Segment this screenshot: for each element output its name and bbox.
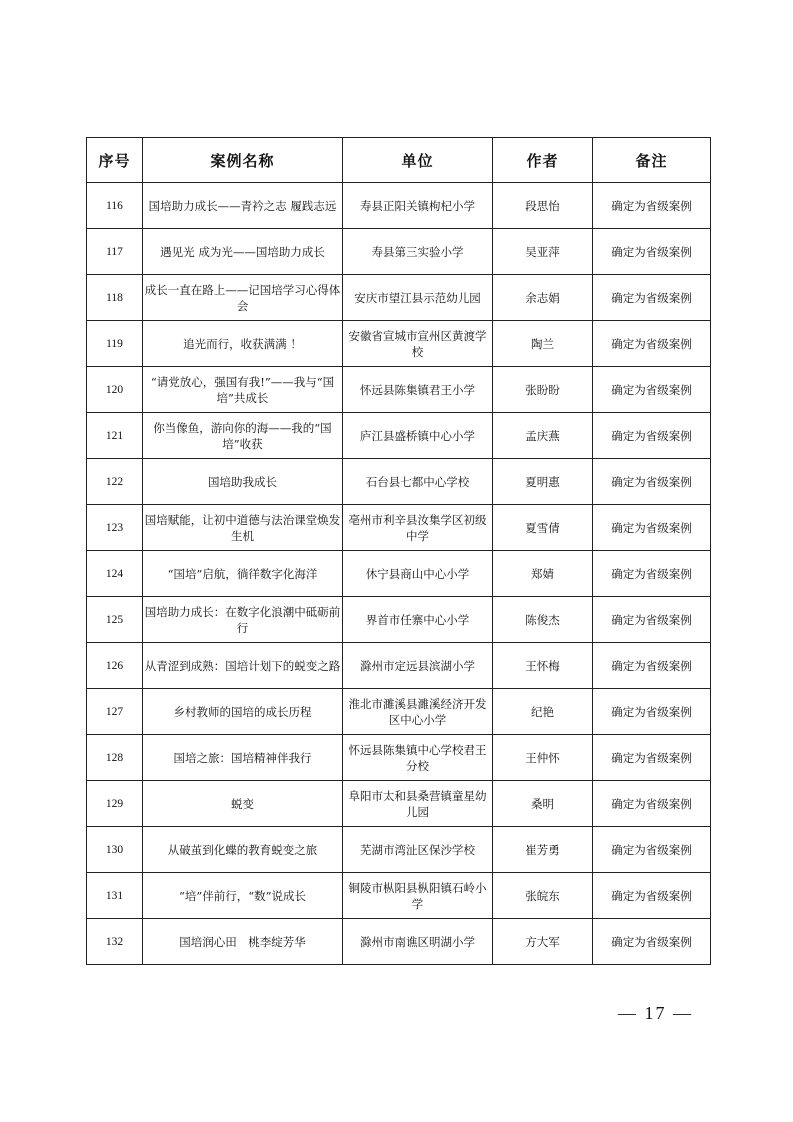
author-name: 张盼盼 [493,367,593,413]
case-name: 国培助我成长 [143,459,343,505]
author-name: 吴亚萍 [493,229,593,275]
case-table [86,137,711,965]
table-row [87,735,711,781]
author-name: 张皖东 [493,873,593,919]
row-number: 116 [87,183,143,229]
case-name: 从破茧到化蝶的教育蜕变之旅 [143,827,343,873]
table-row [87,597,711,643]
case-name: 遇见光 成为光——国培助力成长 [143,229,343,275]
table-row [87,551,711,597]
unit-name: 庐江县盛桥镇中心小学 [343,413,493,459]
note: 确定为省级案例 [593,413,711,459]
author-name: 崔芳勇 [493,827,593,873]
row-number: 118 [87,275,143,321]
case-name: 国培助力成长——青衿之志 履践志远 [143,183,343,229]
author-name: 陶兰 [493,321,593,367]
table-row [87,275,711,321]
case-name: 你当像鱼，游向你的海——我的“国培”收获 [143,413,343,459]
table-row [87,413,711,459]
row-number: 129 [87,781,143,827]
unit-name: 安徽省宣城市宣州区黄渡学校 [343,321,493,367]
header-case-name: 案例名称 [143,138,343,183]
author-name: 桑明 [493,781,593,827]
row-number: 119 [87,321,143,367]
table-row [87,505,711,551]
case-name: 乡村教师的国培的成长历程 [143,689,343,735]
header-note: 备注 [593,138,711,183]
table-row [87,229,711,275]
note: 确定为省级案例 [593,505,711,551]
row-number: 130 [87,827,143,873]
row-number: 132 [87,919,143,965]
row-number: 117 [87,229,143,275]
case-name: “请党放心，强国有我!”——我与“国培”共成长 [143,367,343,413]
unit-name: 怀远县陈集镇中心学校君王分校 [343,735,493,781]
author-name: 夏雪倩 [493,505,593,551]
case-name: “培”伴前行，“数”说成长 [143,873,343,919]
unit-name: 芜湖市湾沚区保沙学校 [343,827,493,873]
table-row [87,689,711,735]
unit-name: 淮北市濉溪县濉溪经济开发区中心小学 [343,689,493,735]
case-name: 追光而行，收获满满 ！ [143,321,343,367]
table-row [87,873,711,919]
note: 确定为省级案例 [593,873,711,919]
unit-name: 滁州市定远县滨湖小学 [343,643,493,689]
table-row [87,367,711,413]
row-number: 128 [87,735,143,781]
note: 确定为省级案例 [593,183,711,229]
case-name: 国培赋能，让初中道德与法治课堂焕发生机 [143,505,343,551]
row-number: 126 [87,643,143,689]
author-name: 段思怡 [493,183,593,229]
author-name: 方大军 [493,919,593,965]
table-row [87,781,711,827]
row-number: 124 [87,551,143,597]
author-name: 夏明惠 [493,459,593,505]
case-name: 国培润心田 桃李绽芳华 [143,919,343,965]
row-number: 125 [87,597,143,643]
header-number: 序号 [87,138,143,183]
table-row [87,643,711,689]
table-header-row [87,138,711,183]
row-number: 131 [87,873,143,919]
note: 确定为省级案例 [593,781,711,827]
note: 确定为省级案例 [593,689,711,735]
author-name: 纪艳 [493,689,593,735]
note: 确定为省级案例 [593,275,711,321]
note: 确定为省级案例 [593,643,711,689]
case-name: 从青涩到成熟：国培计划下的蜕变之路 [143,643,343,689]
case-name: “国培”启航，徜徉数字化海洋 [143,551,343,597]
unit-name: 阜阳市太和县桑营镇童星幼儿园 [343,781,493,827]
note: 确定为省级案例 [593,367,711,413]
row-number: 121 [87,413,143,459]
author-name: 王怀梅 [493,643,593,689]
note: 确定为省级案例 [593,551,711,597]
unit-name: 滁州市南谯区明湖小学 [343,919,493,965]
author-name: 陈俊杰 [493,597,593,643]
row-number: 127 [87,689,143,735]
note: 确定为省级案例 [593,919,711,965]
author-name: 孟庆燕 [493,413,593,459]
header-unit: 单位 [343,138,493,183]
note: 确定为省级案例 [593,321,711,367]
unit-name: 寿县第三实验小学 [343,229,493,275]
table-row [87,919,711,965]
note: 确定为省级案例 [593,827,711,873]
unit-name: 休宁县商山中心小学 [343,551,493,597]
unit-name: 怀远县陈集镇君王小学 [343,367,493,413]
row-number: 123 [87,505,143,551]
case-name: 成长一直在路上——记国培学习心得体会 [143,275,343,321]
unit-name: 亳州市利辛县汝集学区初级中学 [343,505,493,551]
unit-name: 石台县七都中心学校 [343,459,493,505]
author-name: 王仲怀 [493,735,593,781]
table-row [87,827,711,873]
unit-name: 铜陵市枞阳县枞阳镇石岭小学 [343,873,493,919]
row-number: 120 [87,367,143,413]
row-number: 122 [87,459,143,505]
note: 确定为省级案例 [593,459,711,505]
case-name: 蜕变 [143,781,343,827]
unit-name: 寿县正阳关镇枸杞小学 [343,183,493,229]
header-author: 作者 [493,138,593,183]
author-name: 郑婧 [493,551,593,597]
unit-name: 安庆市望江县示范幼儿园 [343,275,493,321]
unit-name: 界首市任寨中心小学 [343,597,493,643]
note: 确定为省级案例 [593,597,711,643]
page-number: — 17 — [618,1003,693,1023]
table-row [87,459,711,505]
case-name: 国培助力成长：在数字化浪潮中砥砺前行 [143,597,343,643]
note: 确定为省级案例 [593,229,711,275]
table-row [87,321,711,367]
author-name: 余志娟 [493,275,593,321]
table-row [87,183,711,229]
note: 确定为省级案例 [593,735,711,781]
case-name: 国培之旅：国培精神伴我行 [143,735,343,781]
